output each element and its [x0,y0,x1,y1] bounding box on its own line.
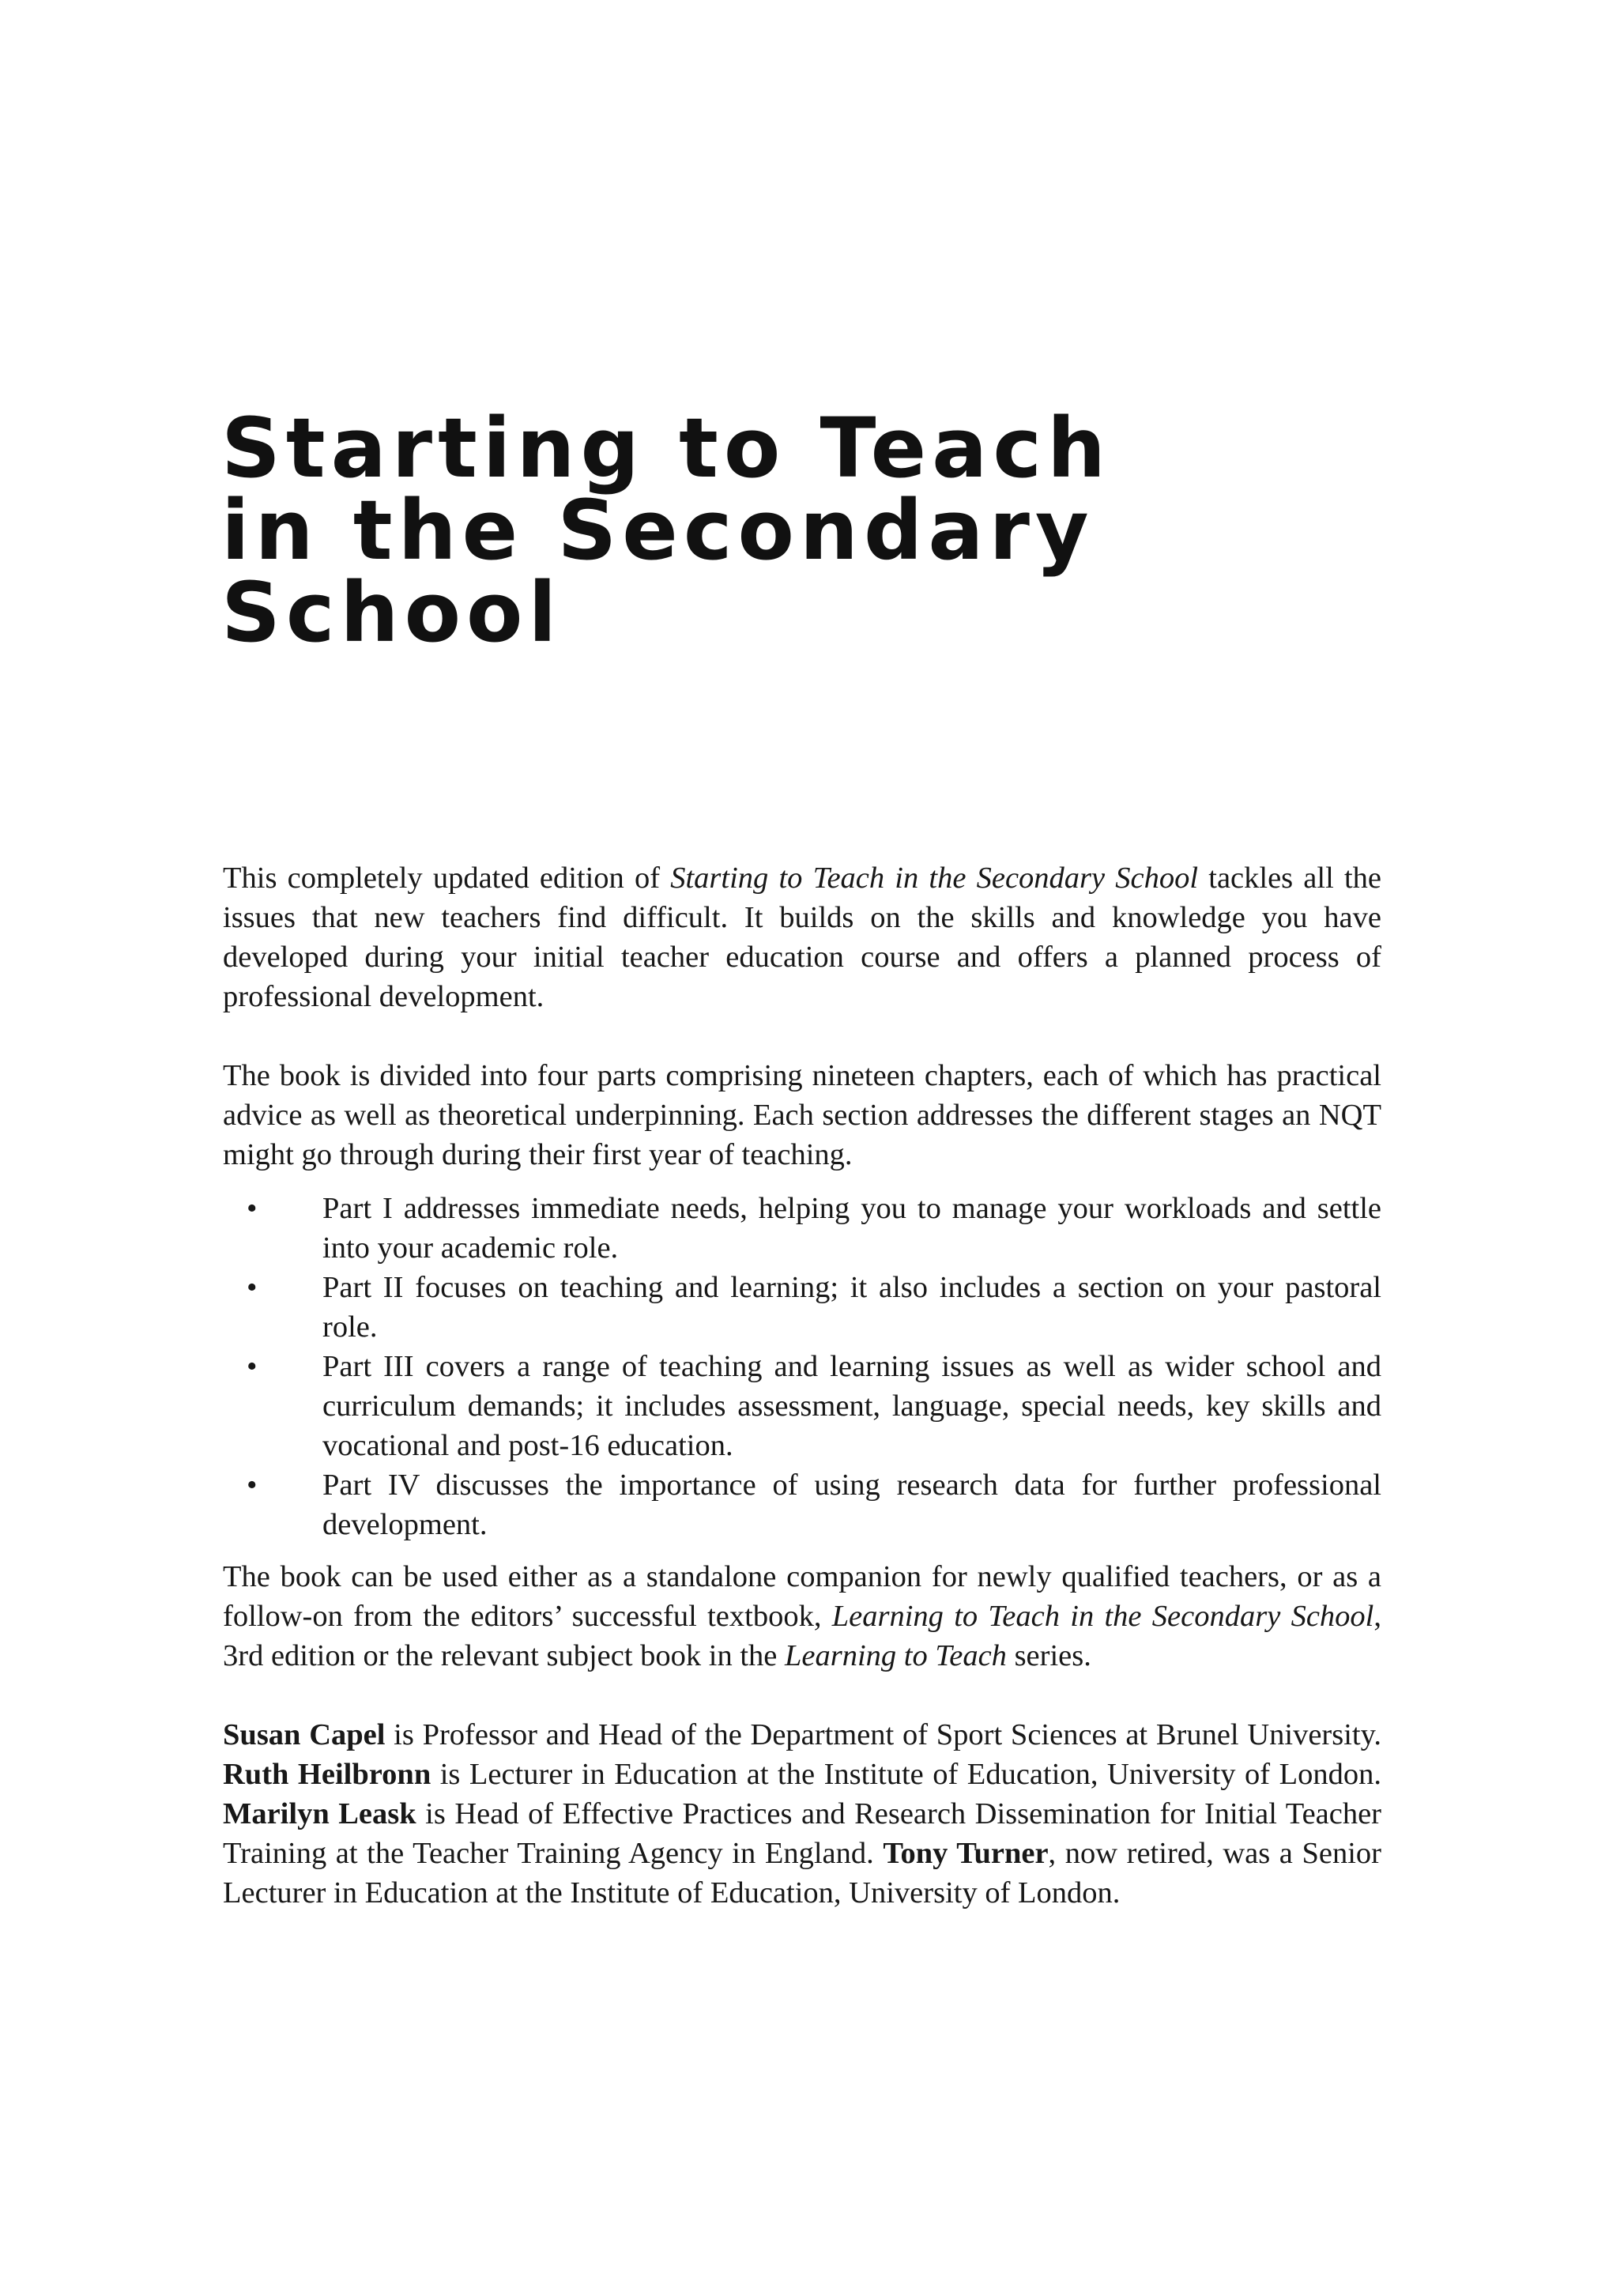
author-name: Susan Capel [223,1718,386,1751]
list-item [223,1347,1381,1465]
bullet-icon: • [247,1192,258,1225]
book-title [221,400,1407,661]
list-item [223,1189,1381,1268]
list-item [223,1465,1381,1544]
intro-book-title: Starting to Teach in the Secondary School [670,861,1199,895]
author-name: Ruth Heilbronn [223,1758,431,1791]
usage-textbook-title: Learning to Teach in the Secondary School [831,1600,1374,1633]
list-item-text: Part III covers a range of teaching and learning issues as well as wider school and curriculum demands; it includes assessment, language, special needs, key skills and vocational and post-16 education. [322,1350,1381,1462]
list-item-text: Part II focuses on teaching and learning; it also includes a section on your pastoral role. [322,1271,1381,1344]
authors-paragraph [223,1715,1381,1913]
author-bio: , now retired, was a Senior Lecturer in Education at the Institute of Education, University of London. [223,1837,1381,1910]
usage-series-title: Learning to Teach [785,1639,1007,1672]
book-title-line-3: School [221,564,563,661]
book-title-line-2: in the Secondary [221,482,1095,579]
author-bio: is Head of Effective Practices and Research Dissemination for Initial Teacher Training at the Teacher Training Agency in England. [223,1797,1381,1870]
book-title-line-1: Starting to Teach [221,400,1112,496]
usage-text-middle: , 3rd edition or the relevant subject book in the [223,1600,1381,1672]
list-item-text: Part IV discusses the importance of using research data for further professional development. [322,1468,1381,1541]
usage-text-end: series. [1006,1639,1091,1672]
author-bio: is Professor and Head of the Department of Sport Sciences at Brunel University. [385,1718,1382,1751]
intro-text-end: tackles all the issues that new teachers find difficult. It builds on the skills and knowledge you have developed during your initial teacher education course and offers a planned process of professional development. [223,861,1381,1013]
intro-paragraph [223,858,1381,1016]
usage-paragraph [223,1557,1381,1676]
author-name: Tony Turner [883,1837,1049,1870]
intro-text-start: This completely updated edition of [223,861,671,895]
bullet-icon: • [247,1468,258,1502]
usage-text-start: The book can be used either as a standalone companion for newly qualified teachers, or as a follow-on from the editors’ successful textbook, [223,1560,1381,1633]
bullet-icon: • [247,1271,258,1304]
list-item-text: Part I addresses immediate needs, helping you to manage your workloads and settle into your academic role. [322,1192,1381,1265]
blurb [223,858,1381,1913]
structure-paragraph: The book is divided into four parts comprising nineteen chapters, each of which has practical advice as well as theoretical underpinning. Each section addresses the different stages an NQT might go through during their first year of teaching. [223,1059,1381,1171]
bullet-icon: • [247,1350,258,1383]
parts-list [223,1189,1381,1544]
author-bio: is Lecturer in Education at the Institute of Education, University of London. [431,1758,1381,1791]
author-name: Marilyn Leask [223,1797,416,1830]
list-item [223,1268,1381,1347]
